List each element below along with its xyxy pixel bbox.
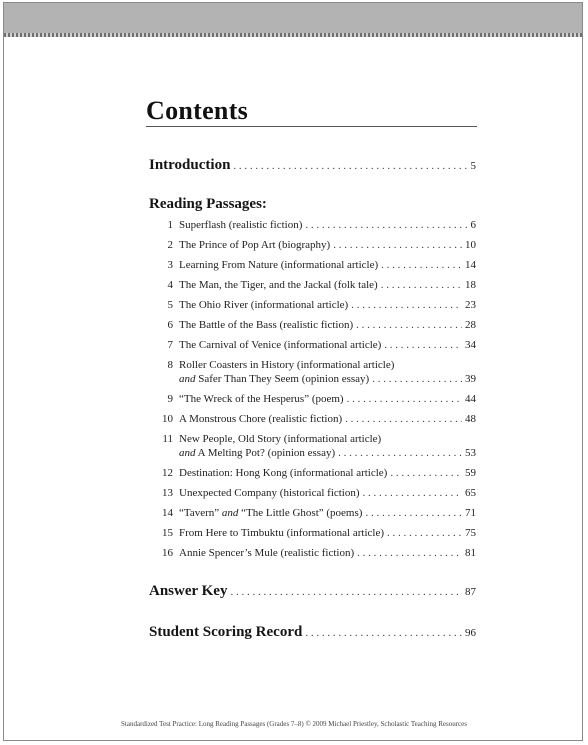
list-item[interactable] [149, 432, 476, 460]
item-page: 71 [465, 507, 476, 519]
leader-dots [356, 318, 462, 332]
leader-dots [363, 486, 462, 500]
item-number: 2 [167, 239, 173, 251]
list-item[interactable] [149, 466, 476, 480]
list-item[interactable] [149, 486, 476, 500]
list-item[interactable] [149, 338, 476, 352]
list-item[interactable] [149, 392, 476, 406]
conjunction: and [179, 447, 196, 459]
leader-dots [305, 627, 462, 639]
item-title-line2 [179, 372, 369, 386]
item-title: A Monstrous Chore (realistic fiction) [179, 413, 343, 425]
item-title: Annie Spencer’s Mule (realistic fiction) [179, 547, 355, 559]
leader-dots [381, 278, 462, 292]
item-number: 4 [167, 279, 173, 291]
item-number: 14 [162, 507, 173, 519]
item-page: 34 [465, 339, 476, 351]
item-page: 14 [465, 259, 476, 271]
toc-page-number: 96 [465, 627, 476, 639]
leader-dots [338, 446, 462, 460]
conjunction: and [179, 373, 196, 385]
item-page: 23 [465, 299, 476, 311]
header-stipple [4, 33, 582, 37]
toc-entry-label: Student Scoring Record [149, 624, 303, 640]
toc-entry-scoring-record[interactable] [149, 624, 476, 642]
toc-page-number: 5 [470, 160, 476, 172]
toc-entry-answer-key[interactable] [149, 583, 476, 601]
item-number: 11 [162, 433, 173, 445]
leader-dots [333, 238, 462, 252]
item-title: “The Wreck of the Hesperus” (poem) [179, 393, 344, 405]
item-title: The Battle of the Bass (realistic fiction) [179, 319, 354, 331]
item-number: 10 [162, 413, 173, 425]
header-band [4, 3, 582, 37]
item-number: 13 [162, 487, 173, 499]
item-number: 6 [167, 319, 173, 331]
item-page: 81 [465, 547, 476, 559]
toc-entry-introduction[interactable] [149, 157, 476, 175]
title-rule [146, 126, 477, 127]
list-item[interactable] [149, 258, 476, 272]
list-item[interactable] [149, 526, 476, 540]
leader-dots [230, 586, 462, 598]
item-number: 9 [167, 393, 173, 405]
page-title: Contents [146, 96, 249, 125]
item-title: Superflash (realistic fiction) [179, 219, 303, 231]
item-title [179, 506, 362, 520]
item-number: 1 [167, 219, 173, 231]
list-item[interactable] [149, 238, 476, 252]
toc-entry-label: Answer Key [149, 583, 228, 599]
item-number: 16 [162, 547, 173, 559]
item-page: 39 [465, 373, 476, 385]
item-number: 7 [167, 339, 173, 351]
item-title: The Carnival of Venice (informational article) [179, 339, 382, 351]
leader-dots [357, 546, 462, 560]
item-title-line1: Roller Coasters in History (informational article) [179, 359, 395, 371]
item-title: From Here to Timbuktu (informational article) [179, 527, 384, 539]
item-page: 65 [465, 487, 476, 499]
list-item[interactable] [149, 546, 476, 560]
item-title-part: A Melting Pot? (opinion essay) [195, 447, 336, 459]
list-item[interactable] [149, 412, 476, 426]
item-number: 8 [167, 359, 173, 371]
item-page: 10 [465, 239, 476, 251]
leader-dots [365, 506, 462, 520]
item-number: 5 [167, 299, 173, 311]
item-title-part: “Tavern” [179, 507, 220, 519]
item-page: 6 [470, 219, 476, 231]
item-title-line1: New People, Old Story (informational article) [179, 433, 382, 445]
item-title: The Man, the Tiger, and the Jackal (folk tale) [179, 279, 378, 291]
leader-dots [381, 258, 462, 272]
item-title: The Prince of Pop Art (biography) [179, 239, 331, 251]
leader-dots [384, 338, 462, 352]
item-number: 3 [167, 259, 173, 271]
item-page: 18 [465, 279, 476, 291]
item-title: Destination: Hong Kong (informational article) [179, 467, 388, 479]
conjunction: and [219, 507, 242, 519]
list-item[interactable] [149, 218, 476, 232]
item-title-line2 [179, 446, 335, 460]
toc-page-number: 87 [465, 586, 476, 598]
leader-dots [233, 160, 467, 172]
leader-dots [351, 298, 462, 312]
list-item[interactable] [149, 358, 476, 386]
leader-dots [390, 466, 462, 480]
leader-dots [347, 392, 462, 406]
item-page: 59 [465, 467, 476, 479]
leader-dots [345, 412, 462, 426]
reading-passages-list [149, 218, 476, 566]
item-page: 48 [465, 413, 476, 425]
section-heading-reading-passages: Reading Passages: [149, 196, 267, 212]
toc-entry-label: Introduction [149, 157, 231, 173]
item-number: 12 [162, 467, 173, 479]
item-page: 53 [465, 447, 476, 459]
item-page: 75 [465, 527, 476, 539]
item-number: 15 [162, 527, 173, 539]
list-item[interactable] [149, 318, 476, 332]
item-title-part: Safer Than They Seem (opinion essay) [195, 373, 370, 385]
item-page: 44 [465, 393, 476, 405]
item-page: 28 [465, 319, 476, 331]
leader-dots [387, 526, 462, 540]
list-item[interactable] [149, 278, 476, 292]
list-item[interactable] [149, 298, 476, 312]
page-footer: Standardized Test Practice: Long Reading Passages (Grades 7–8) © 2009 Michael Priestley, Scholastic Teaching Resources [121, 720, 467, 728]
leader-dots [305, 218, 467, 232]
item-title: Learning From Nature (informational article) [179, 259, 379, 271]
list-item[interactable] [149, 506, 476, 520]
item-title: The Ohio River (informational article) [179, 299, 349, 311]
item-title: Unexpected Company (historical fiction) [179, 487, 360, 499]
leader-dots [372, 372, 462, 386]
item-title-part: “The Little Ghost” (poems) [241, 507, 363, 519]
